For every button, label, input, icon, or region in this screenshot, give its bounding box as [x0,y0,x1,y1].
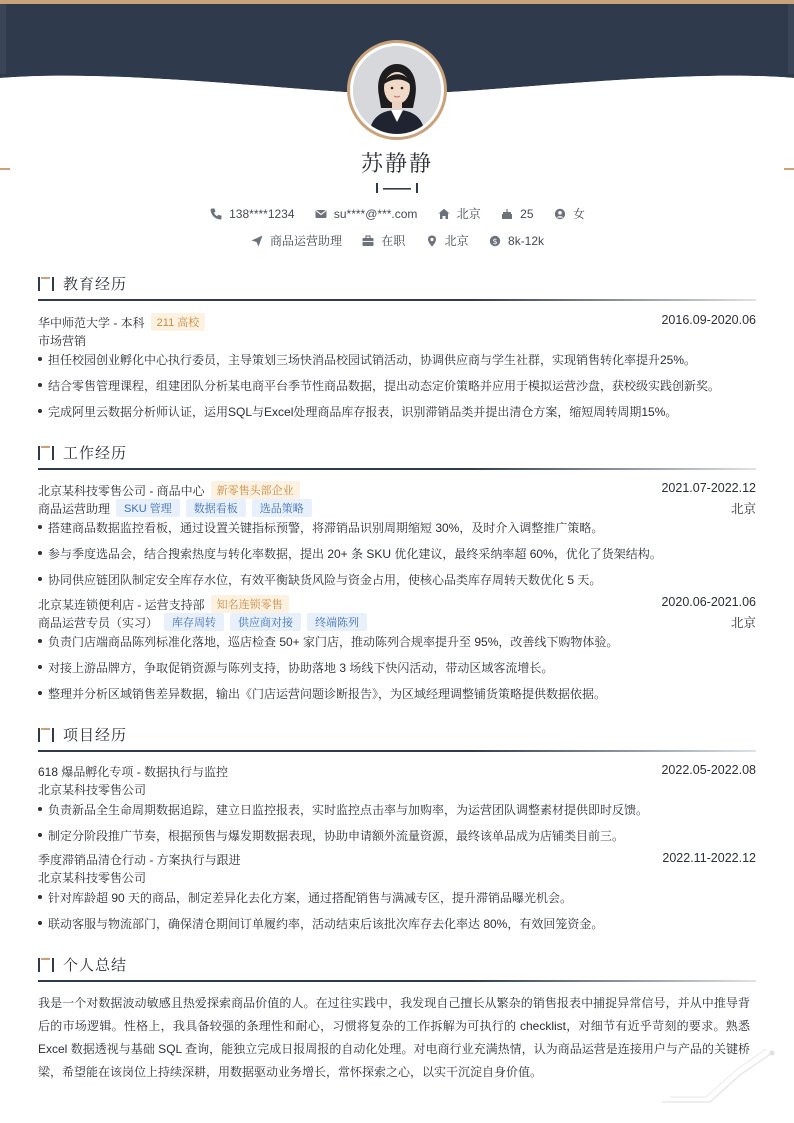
role-name: 商品运营专员（实习） [38,615,159,630]
role-name: 商品运营助理 [38,501,111,516]
decorative-corner-lines [660,1045,780,1105]
project-bullet: 负责新品全生命周期数据追踪，建立日监控报表，实时监控点击率与加购率，为运营团队调整素材提供即时反馈。 [38,801,756,818]
status-text: 在职 [381,234,406,248]
name-divider-ornament [374,182,420,194]
school-tag: 211 高校 [151,313,206,331]
education-bullet: 完成阿里云数据分析师认证，运用SQL与Excel处理商品库存报表，识别滞销品类并提出清仓方案，缩短周转周期15%。 [38,403,756,420]
work-city: 北京 [730,616,756,630]
section-summary-header [38,952,756,982]
project-bullet: 联动客服与物流部门，确保清仓期间订单履约率，活动结束后该批次库存去化率达 80%，有效回笼资金。 [38,915,756,932]
work-bullet: 搭建商品数据监控看板，通过设置关键指标预警，将滞销品识别周期缩短 30%，及时介入调整推广策略。 [38,519,756,536]
work-bullet: 整理并分析区域销售差异数据，输出《门店运营问题诊断报告》，为区域经理调整铺货策略提供数据依据。 [38,685,756,702]
section-mark-icon [38,958,56,972]
project-company-row [38,781,756,799]
mail-icon [314,207,328,221]
project-bullet: 制定分阶段推广节奏，根据预售与爆发期数据表现，协助申请额外流量资源，最终该单品成为店铺类目前三。 [38,827,756,844]
section-title: 教育经历 [63,276,128,293]
school-name: 华中师范大学 - 本科 [38,315,145,330]
email-text: su****@***.com [333,206,418,221]
work-city: 北京 [730,502,756,516]
person-icon [553,207,567,221]
money-icon [488,234,502,248]
education-major-row [38,332,756,350]
skill-tag: 数据看板 [186,499,246,517]
skill-tag: SKU 管理 [116,499,180,517]
briefcase-icon [361,234,375,248]
section-divider [38,980,756,982]
section-mark-icon [38,446,56,460]
avatar-portrait [353,46,441,134]
gender-text: 女 [572,207,585,221]
salary-text: 8k-12k [508,233,545,248]
target-city-text: 北京 [444,234,469,248]
work-entry-head [38,481,756,499]
work-bullet: 负责门店端商品陈列标准化落地，巡店检查 50+ 家门店，推动陈列合规率提升至 95%，改善线下购物体验。 [38,633,756,650]
target-job-item [250,232,342,249]
project-company: 北京某科技零售公司 [38,783,147,797]
section-title: 工作经历 [63,445,128,462]
work-entry-head [38,595,756,613]
skill-tag: 库存周转 [164,613,224,631]
skill-tag: 供应商对接 [230,613,301,631]
work-date: 2020.06-2021.06 [661,595,756,609]
phone-text: 138****1234 [229,206,295,221]
education-entry-head [38,313,756,331]
hometown-item [437,205,481,222]
job-intention-row [0,232,794,251]
target-job-text: 商品运营助理 [269,234,342,248]
phone-item[interactable] [209,207,294,221]
target-city-item [425,232,469,249]
company-tag: 知名连锁零售 [211,595,289,613]
contact-row [0,205,794,224]
project-company: 北京某科技零售公司 [38,871,147,885]
work-role-row [38,499,756,517]
company-tag: 新零售头部企业 [211,481,300,499]
project-date: 2022.11-2022.12 [662,851,756,865]
work-role-row [38,613,756,631]
major-name: 市场营销 [38,334,87,348]
work-bullet: 对接上游品牌方，争取促销资源与陈列支持，协助落地 3 场线下快闪活动，带动区域客流增长。 [38,659,756,676]
project-entry-head [38,851,756,869]
education-date: 2016.09-2020.06 [661,313,756,327]
email-item[interactable] [314,207,418,221]
section-mark-icon [38,728,56,742]
section-work-header [38,440,756,470]
cake-icon [500,207,514,221]
section-title: 项目经历 [63,727,128,744]
svg-text:$: $ [492,236,498,246]
education-bullet: 结合零售管理课程，组建团队分析某电商平台季节性商品数据，提出动态定价策略并应用于模拟运营沙盘，获校级实践创新奖。 [38,377,756,394]
project-bullet: 针对库龄超 90 天的商品，制定差异化去化方案，通过搭配销售与满减专区，提升滞销品曝光机会。 [38,889,756,906]
summary-text: 我是一个对数据波动敏感且热爱探索商品价值的人。在过往实践中，我发现自己擅长从繁杂的销售报表中捕捉异常信号，并从中推导背后的市场逻辑。性格上，我具备较强的条理性和耐心，习惯将复杂的工作拆解为可执行的 checklist，对细节有近乎苛刻的要求。熟悉 Excel 数据透视与基础 SQL 查询，能独立完成日报周报的自动化处理。对电商行业充满热情，认为商品运营是连接用户与产品的关键桥梁，希望能在该岗位上持续深耕，用数据驱动业务增长，常怀探索之心，以实干沉淀自身价值。 [38,996,750,1079]
section-education-header [38,271,756,301]
project-name: 618 爆品孵化专项 - 数据执行与监控 [38,765,229,779]
section-project-header [38,722,756,752]
section-divider [38,299,756,301]
skill-tag: 选品策略 [252,499,312,517]
salary-item [488,234,544,248]
status-item [361,232,405,249]
work-bullet: 协同供应链团队制定安全库存水位，有效平衡缺货风险与资金占用，使核心品类库存周转天数优化 5 天。 [38,571,756,588]
work-date: 2021.07-2022.12 [661,481,756,495]
project-name: 季度滞销品清仓行动 - 方案执行与跟进 [38,853,241,867]
work-bullet: 参与季度选品会，结合搜索热度与转化率数据，提出 20+ 条 SKU 优化建议，最终采纳率超 60%，优化了货架结构。 [38,545,756,562]
skill-tag: 终端陈列 [307,613,367,631]
section-divider [38,468,756,470]
candidate-name: 苏静静 [360,151,433,176]
age-text: 25 [520,206,534,221]
home-icon [437,207,451,221]
project-date: 2022.05-2022.08 [661,763,756,777]
section-mark-icon [38,277,56,291]
phone-icon [209,207,223,221]
hometown-text: 北京 [456,207,481,221]
company-name: 北京某连锁便利店 - 运营支持部 [38,597,205,612]
project-entry-head [38,763,756,781]
gender-item [553,205,585,222]
send-icon [250,234,264,248]
company-name: 北京某科技零售公司 - 商品中心 [38,483,205,498]
section-divider [38,750,756,752]
education-bullet: 担任校园创业孵化中心执行委员，主导策划三场快消品校园试销活动，协调供应商与学生社群，实现销售转化率提升25%。 [38,351,756,368]
avatar [347,40,447,140]
age-item [500,207,533,221]
location-pin-icon [425,234,439,248]
section-title: 个人总结 [63,957,128,974]
project-company-row [38,869,756,887]
